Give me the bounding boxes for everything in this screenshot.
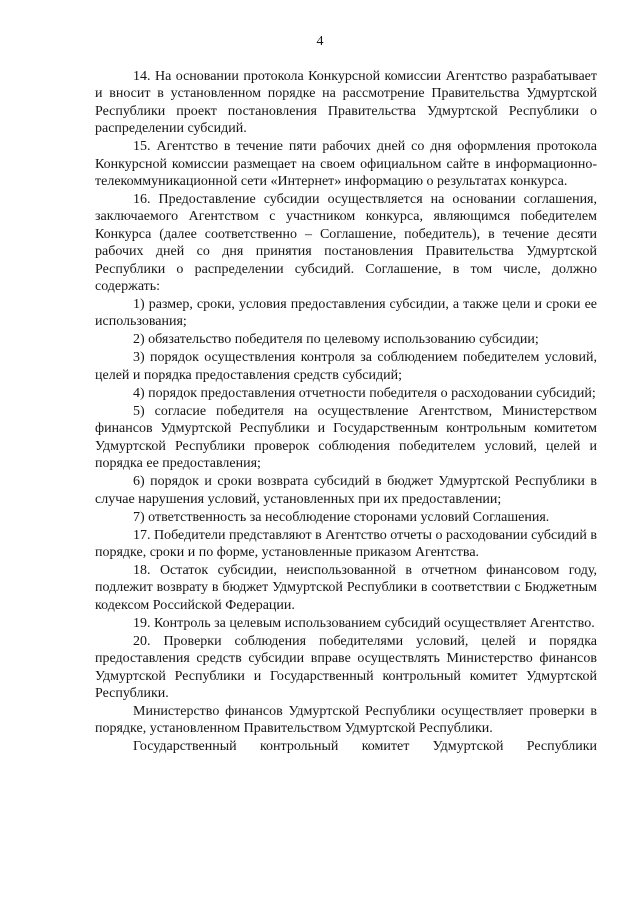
paragraph-19: 19. Контроль за целевым использованием субсидий осуществляет Агентство. [133, 615, 595, 631]
paragraph-control-committee: Государственный контрольный комитет Удмуртской Республики [133, 739, 597, 755]
page-number: 4 [316, 34, 324, 49]
list-item-6: 6) порядок и сроки возврата субсидий в бюджет Удмуртской Республики в случае нарушения условий, установленных при их предоставлении; [95, 474, 597, 507]
list-item-5: 5) согласие победителя на осуществление Агентством, Министерством финансов Удмуртской Республики и Государственным контрольным комитетом Удмуртской Республики проверок соблюдения победителем условий, целей и порядка ее предоставления; [95, 403, 597, 472]
paragraph-18: 18. Остаток субсидии, неиспользованной в отчетном финансовом году, подлежит возврату в бюджет Удмуртской Республики в соответствии с Бюджетным кодексом Российской Федерации. [95, 562, 597, 613]
paragraph-17: 17. Победители представляют в Агентство отчеты о расходовании субсидий в порядке, сроки и по форме, установленные приказом Агентства. [95, 527, 597, 560]
list-item-7: 7) ответственность за несоблюдение сторонами условий Соглашения. [133, 509, 550, 525]
paragraph-minfin: Министерство финансов Удмуртской Республики осуществляет проверки в порядке, установленном Правительством Удмуртской Республики. [95, 703, 597, 737]
paragraph-20: 20. Проверки соблюдения победителями условий, целей и порядка предоставления средств субсидии вправе осуществлять Министерство финансов Удмуртской Республики и Государственный контрольный комитет Удмуртской Республики. [95, 633, 597, 701]
document-body [95, 68, 597, 756]
paragraph-14: 14. На основании протокола Конкурсной комиссии Агентство разрабатывает и вносит в установленном порядке на рассмотрение Правительства Удмуртской Республики проект постановления Правительства Удмуртской Республики о распределении субсидий. [95, 69, 597, 137]
paragraph-15: 15. Агентство в течение пяти рабочих дней со дня оформления протокола Конкурсной комиссии размещает на своем официальном сайте в информационно-телекоммуникационной сети «Интернет» информацию о результатах конкурса. [95, 139, 597, 190]
list-item-1: 1) размер, сроки, условия предоставления субсидии, а также цели и сроки ее использования; [95, 297, 597, 330]
list-item-3: 3) порядок осуществления контроля за соблюдением победителем условий, целей и порядка предоставления средств субсидий; [95, 350, 597, 383]
list-item-4: 4) порядок предоставления отчетности победителя о расходовании субсидий; [133, 385, 596, 401]
paragraph-16: 16. Предоставление субсидии осуществляется на основании соглашения, заключаемого Агентством с участником конкурса, являющимся победителем Конкурса (далее соответственно – Соглашение, победитель), в течение десяти рабочих дней со дня принятия постановления Правительства Удмуртской Республики о распределении субсидий. Соглашение, в том числе, должно содержать: [95, 192, 597, 295]
list-item-2: 2) обязательство победителя по целевому использованию субсидии; [133, 332, 539, 348]
